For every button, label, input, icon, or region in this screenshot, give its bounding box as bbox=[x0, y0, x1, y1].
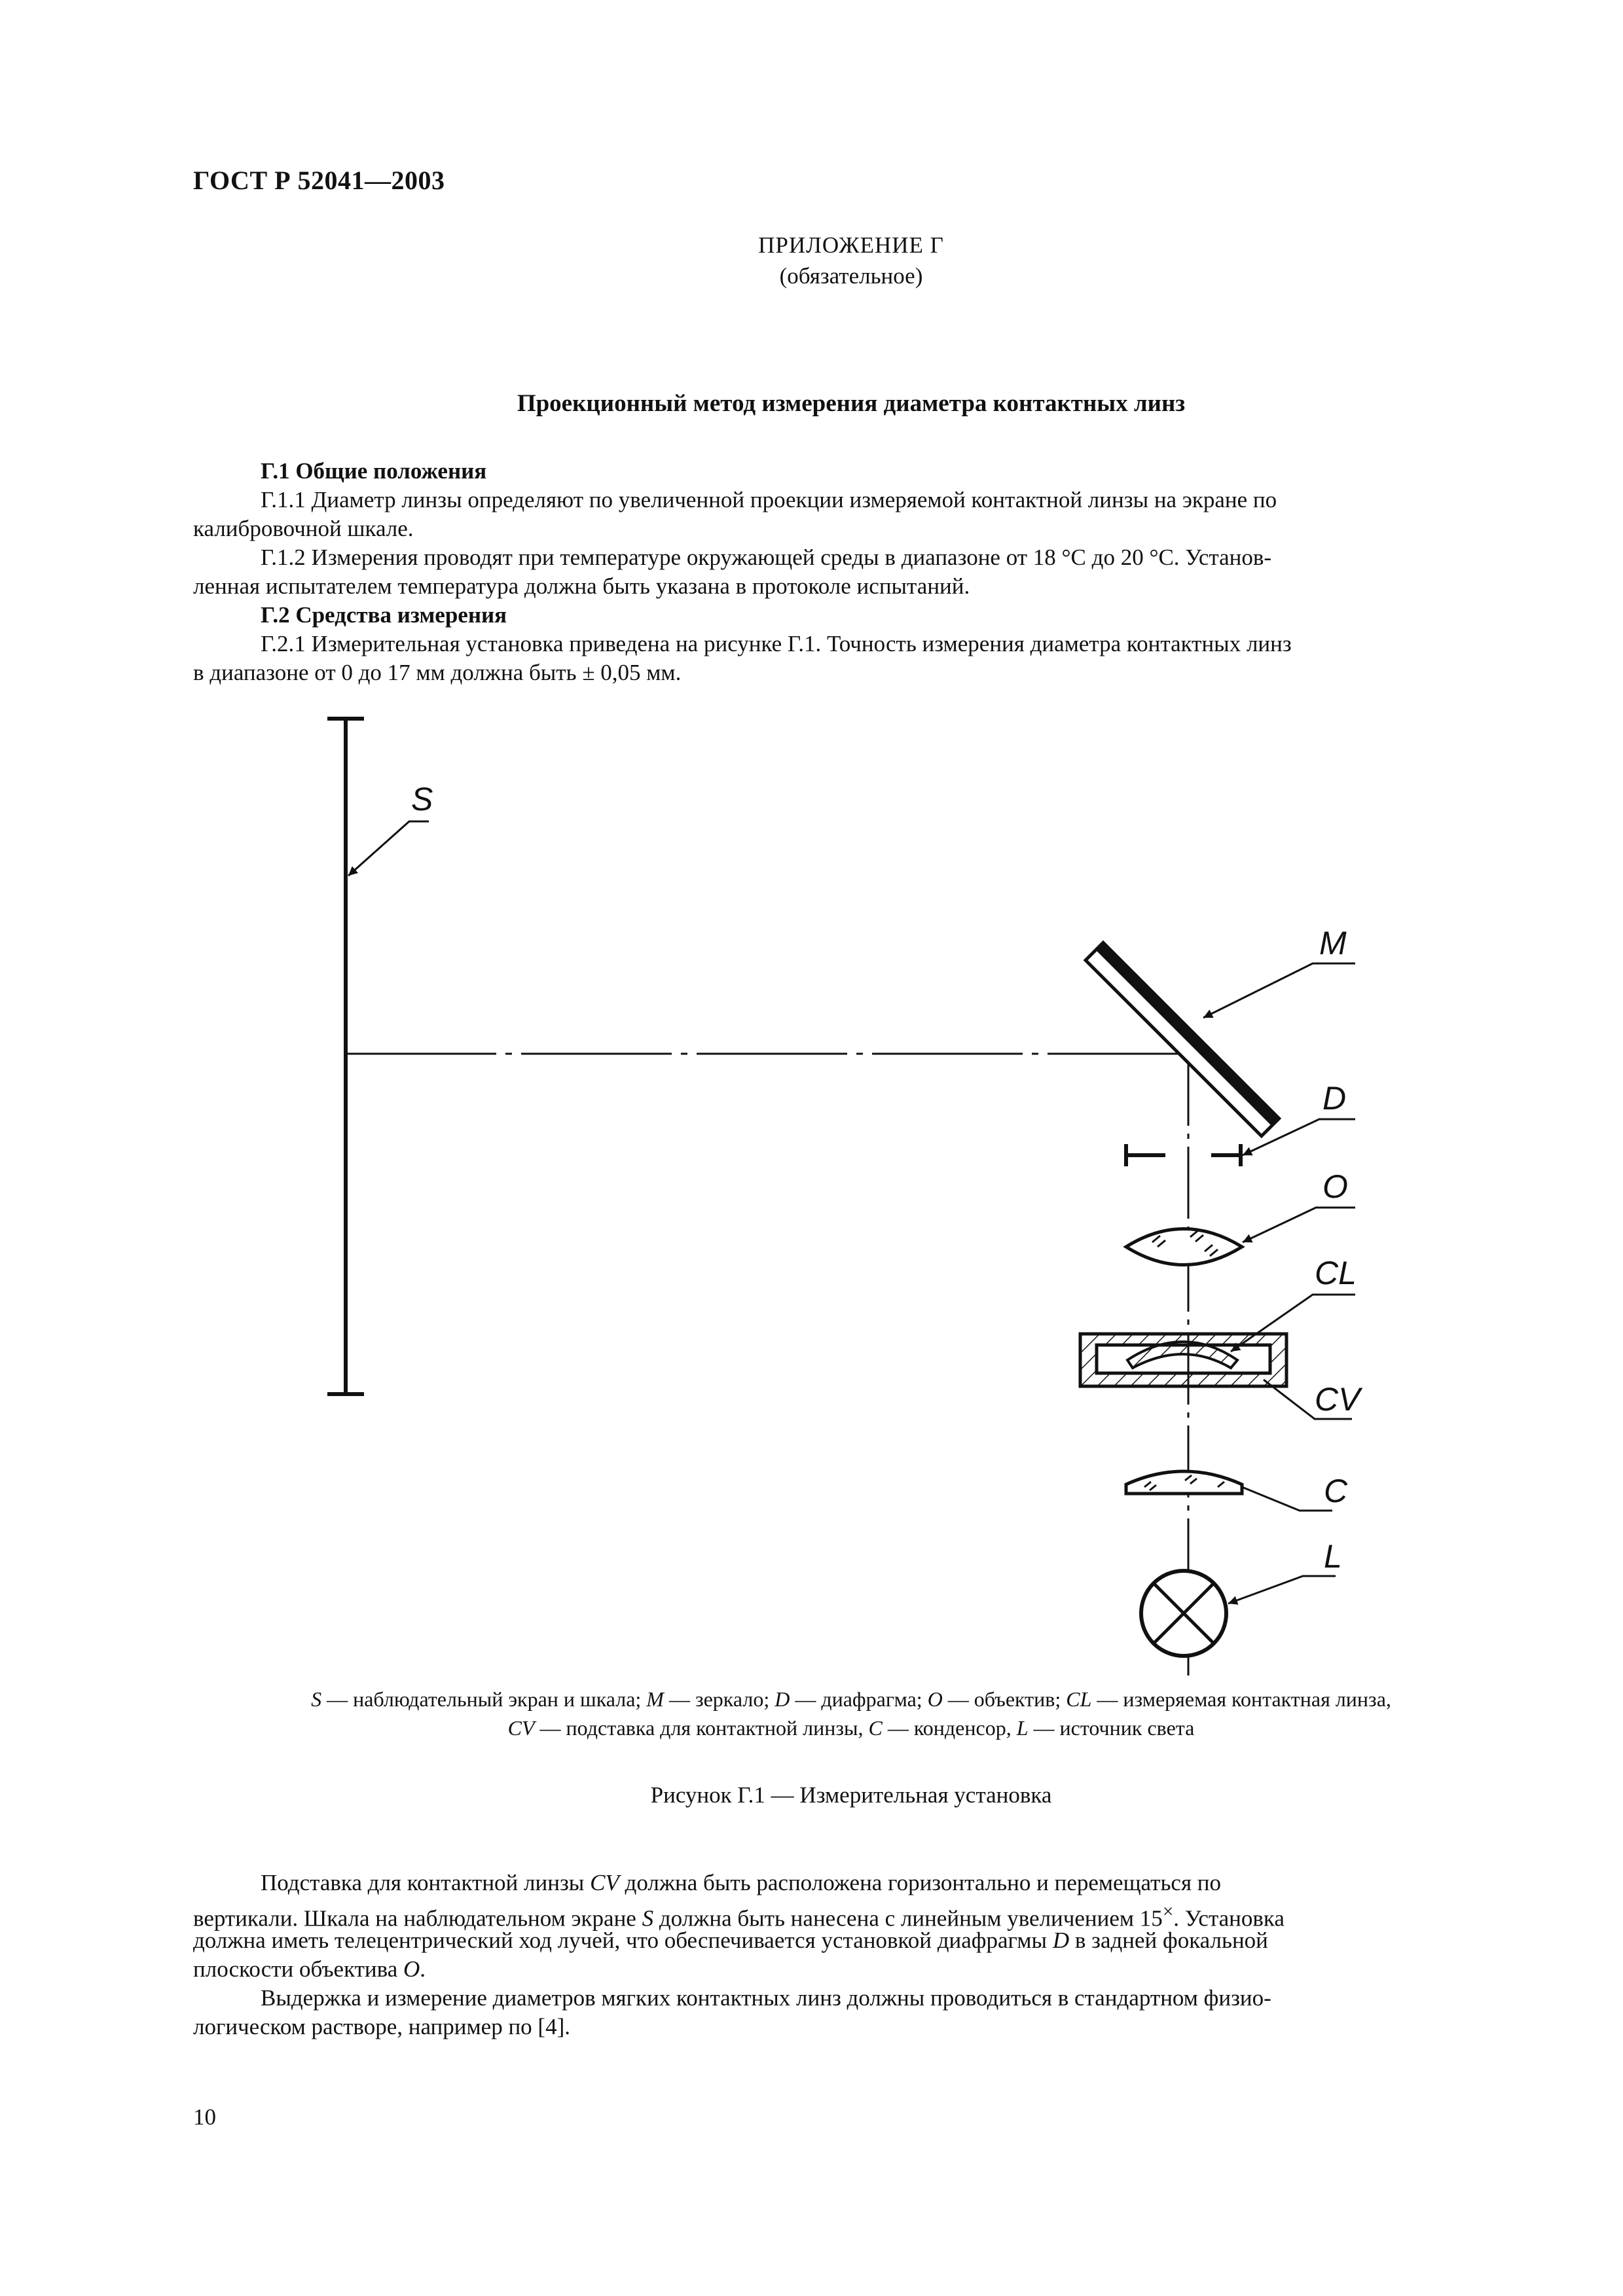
condenser-lens bbox=[1126, 1471, 1242, 1494]
diaphragm bbox=[1126, 1144, 1241, 1166]
section-title: Проекционный метод измерения диаметра контактных линз bbox=[517, 390, 1186, 417]
label-c: C bbox=[1324, 1473, 1348, 1509]
g1-p1-text-b: калибровочной шкале. bbox=[193, 516, 414, 541]
body-p1-line2: вертикали. Шкала на наблюдательном экране S должна быть нанесена с линейным увеличением 15×. Установка bbox=[193, 1901, 1285, 1931]
g1-p2-text-a: Г.1.2 Измерения проводят при температуре окружающей среды в диапазоне от 18 °С до 20 °С. Установ- bbox=[261, 545, 1272, 570]
g2-p1-text-b: в диапазоне от 0 до 17 мм должна быть ± 0,05 мм. bbox=[193, 660, 682, 685]
g1-p1-text-a: Г.1.1 Диаметр линзы определяют по увеличенной проекции измеряемой контактной линзы на экране по bbox=[261, 487, 1277, 512]
body-p2-line2: логическом растворе, например по [4]. bbox=[193, 2014, 570, 2039]
mirror bbox=[1085, 942, 1279, 1136]
label-cv: CV bbox=[1315, 1381, 1360, 1418]
body-p2-line1: Выдержка и измерение диаметров мягких контактных линз должны проводиться в стандартном физио- bbox=[261, 1985, 1271, 2011]
figure-legend-line-2: CV — подставка для контактной линзы, C — конденсор, L — источник света bbox=[507, 1716, 1195, 1740]
body-p1-line3: должна иметь телецентрический ход лучей, что обеспечивается установкой диафрагмы D в задней фокальной bbox=[193, 1928, 1268, 1953]
light-source bbox=[1141, 1571, 1226, 1656]
label-d: D bbox=[1322, 1080, 1347, 1117]
g2-p1-text-a: Г.2.1 Измерительная установка приведена на рисунке Г.1. Точность измерения диаметра контактных линз bbox=[261, 631, 1292, 656]
figure-legend-line-1: S — наблюдательный экран и шкала; M — зеркало; D — диафрагма; O — объектив; CL — измеряемая контактная линза, bbox=[311, 1687, 1391, 1711]
label-m: M bbox=[1319, 925, 1347, 961]
g1-heading: Г.1 Общие положения bbox=[261, 458, 487, 484]
label-l: L bbox=[1324, 1538, 1342, 1575]
g2-heading: Г.2 Средства измерения bbox=[261, 602, 507, 628]
appendix-status: (обязательное) bbox=[779, 263, 923, 289]
label-o: O bbox=[1322, 1168, 1348, 1205]
objective-lens bbox=[1126, 1229, 1242, 1265]
figure-caption: Рисунок Г.1 — Измерительная установка bbox=[650, 1782, 1052, 1808]
observation-screen bbox=[327, 719, 364, 1394]
page-number: 10 bbox=[193, 2104, 216, 2130]
label-s: S bbox=[411, 781, 433, 817]
body-p1-line4: плоскости объектива O. bbox=[193, 1956, 426, 1982]
g1-p2-text-b: ленная испытателем температура должна быть указана в протоколе испытаний. bbox=[193, 573, 970, 599]
label-cl: CL bbox=[1315, 1255, 1357, 1291]
document-code: ГОСТ Р 52041—2003 bbox=[193, 166, 445, 195]
appendix-title: ПРИЛОЖЕНИЕ Г bbox=[758, 232, 944, 258]
body-p1-line1: Подставка для контактной линзы CV должна быть расположена горизонтально и перемещаться по bbox=[261, 1870, 1222, 1895]
